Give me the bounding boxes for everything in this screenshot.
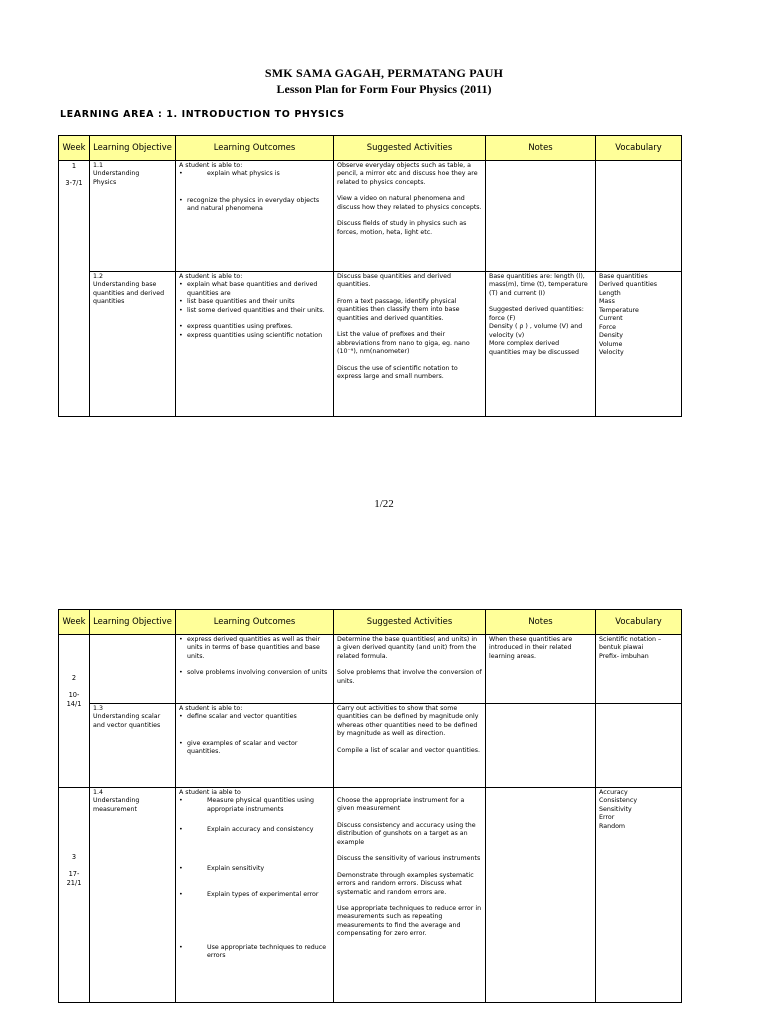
activity-item: View a video on natural phenomena and discuss how they related to physics concepts. [337,195,482,211]
vocab-term: Current [599,315,623,323]
table-row [59,788,682,1003]
activity-item: List the value of prefixes and their abbreviations from nano to giga, eg. nano (10⁻⁹), nm(nanometer) [337,331,470,356]
outcomes-cell [176,635,334,704]
vocab-term: Temperature [599,306,639,314]
activity-item: Choose the appropriate instrument for a given measurement [337,797,465,813]
outcome-item: • give examples of scalar and vector quantities. [179,740,330,757]
vocab-term: Velocity [599,348,624,356]
vocab-term: Consistency [599,797,638,805]
vocab-term: Sensitivity [599,805,632,813]
col-learning-outcomes: Learning Outcomes [176,610,334,635]
col-notes: Notes [486,136,596,161]
outcome-item: • express quantities using prefixes. [179,323,330,331]
vocab-term: Mass [599,298,615,306]
activity-item: Solve problems that involve the conversion of units. [337,669,482,685]
notes-cell [486,788,596,1003]
note-item: Density ( ρ ) , volume (V) and velocity (v) [489,323,583,339]
activity-item: From a text passage, identify physical quantities then classify them into base quantities and derived quantities. [337,297,460,322]
week-dates: 10- 14/1 [66,691,82,708]
document-subtitle: Lesson Plan for Form Four Physics (2011) [276,82,492,96]
activity-item: Discuss the sensitivity of various instruments [337,855,481,863]
outcomes-intro: A student is able to: [179,273,243,280]
vocabulary-cell [596,704,682,788]
note-item: Suggested derived quantities: force (F) [489,306,584,322]
activity-item: Compile a list of scalar and vector quantities. [337,746,480,754]
outcome-item: • express quantities using scientific notation [179,332,330,340]
vocabulary-cell [596,788,682,1003]
week-cell [59,635,90,788]
outcome-item: • recognize the physics in everyday objects and natural phenomena [179,197,330,214]
week-dates: 3-7/1 [65,178,83,187]
outcome-item: • express derived quantities as well as their units in terms of base quantities and base units. [179,636,330,661]
objective-line: Physics [93,178,117,186]
week-number: 1 [71,162,77,170]
school-name: SMK SAMA GAGAH, PERMATANG PAUH [264,66,504,80]
week-number: 3 [71,853,77,862]
activities-cell [334,272,486,417]
outcomes-intro: A student is able to: [179,705,243,712]
activity-item: Discuss base quantities and derived quantities. [337,273,451,289]
learning-area-heading: LEARNING AREA : 1. INTRODUCTION TO PHYSICS [60,109,345,120]
outcomes-intro: A student ia able to [179,789,241,796]
vocab-term: Scientific notation – bentuk piawai [599,636,662,652]
objective-line: 1.4 [93,789,104,796]
vocabulary-cell [596,272,682,417]
col-learning-outcomes: Learning Outcomes [176,136,334,161]
activities-cell [334,161,486,272]
col-vocabulary: Vocabulary [596,610,682,635]
outcomes-intro: A student is able to: [179,162,243,169]
vocab-term: Random [599,822,626,830]
activity-item: Carry out activities to show that some quantities can be defined by magnitude only whereas other quantities need to be defined by magnitude as well as direction. [337,705,479,738]
objective-line: Understanding base quantities and derived quantities [93,281,165,306]
lesson-plan-table-2 [58,609,682,1003]
note-item: When these quantities are introduced in their related learning areas. [489,636,573,660]
objective-cell [90,704,176,788]
table-row [59,161,682,272]
notes-cell [486,704,596,788]
vocab-term: Derived quantities [599,281,658,289]
objective-cell [90,272,176,417]
week-dates: 17- 21/1 [66,870,82,887]
vocab-term: Accuracy [599,789,628,796]
col-learning-objective: Learning Objective [90,610,176,635]
outcome-item: • list some derived quantities and their units. [179,307,330,315]
objective-line: Understanding measurement [93,797,140,813]
notes-cell [486,635,596,704]
note-item: More complex derived quantities may be discussed [489,340,579,356]
activity-item: Discus the use of scientific notation to express large and small numbers. [337,364,458,380]
outcomes-cell [176,272,334,417]
objective-line: 1.2 [93,273,104,280]
activities-cell [334,704,486,788]
outcome-item: • Explain accuracy and consistency [179,826,330,834]
col-suggested-activities: Suggested Activities [334,136,486,161]
outcome-item: • list base quantities and their units [179,298,330,306]
week-cell [59,788,90,1003]
vocab-term: Base quantities [599,273,648,280]
outcome-item: • Use appropriate techniques to reduce errors [179,944,330,961]
activity-item: Discuss fields of study in physics such as forces, motion, heta, light etc. [337,220,467,236]
table-row [59,635,682,704]
outcome-item: • Measure physical quantities using appropriate instruments [179,797,330,814]
vocab-term: Volume [599,340,623,348]
vocab-term: Length [599,289,621,297]
outcomes-cell [176,704,334,788]
vocab-term: Density [599,332,623,340]
col-week: Week [59,610,90,635]
objective-cell [90,635,176,704]
outcomes-cell [176,161,334,272]
objective-cell [90,161,176,272]
outcome-item: • Explain types of experimental error [179,891,330,899]
activity-item: Determine the base quantities( and units) in a given derived quantity (and unit) from the related formula. [337,636,478,660]
objective-cell [90,788,176,1003]
activities-cell [334,635,486,704]
col-suggested-activities: Suggested Activities [334,610,486,635]
vocabulary-cell [596,635,682,704]
outcome-item: • solve problems involving conversion of units [179,669,330,677]
activity-item: Observe everyday objects such as table, a pencil, a mirror etc and discuss hoe they are related to physics concepts. [337,162,478,186]
objective-line: 1.3 [93,705,104,712]
col-learning-objective: Learning Objective [90,136,176,161]
page-number: 1/22 [374,498,394,510]
outcome-item: • Explain sensitivity [179,865,330,873]
notes-cell [486,272,596,417]
vocab-term: Error [599,814,615,822]
activity-item: Demonstrate through examples systematic errors and random errors. Discuss what systematic and random errors are. [337,871,474,896]
vocab-term: Prefix- imbuhan [599,652,649,660]
header-row [59,610,682,635]
notes-cell [486,161,596,272]
objective-line: Understanding [93,170,140,178]
outcome-item: • define scalar and vector quantities [179,713,330,721]
lesson-plan-table-1 [58,135,682,417]
activities-cell [334,788,486,1003]
week-number: 2 [71,674,77,683]
activity-item: Discuss consistency and accuracy using the distribution of gunshots on a target as an example [337,821,476,846]
header-row [59,136,682,161]
objective-line: Understanding scalar and vector quantities [93,713,161,729]
week-cell [59,161,90,417]
col-week: Week [59,136,90,161]
outcome-item: • explain what base quantities and derived quantities are [179,281,330,298]
vocabulary-cell [596,161,682,272]
table-row [59,272,682,417]
activity-item: Use appropriate techniques to reduce error in measurements such as repeating measurements to find the average and compensating for zero error. [337,904,482,938]
col-notes: Notes [486,610,596,635]
col-vocabulary: Vocabulary [596,136,682,161]
objective-line: 1.1 [93,162,104,169]
outcomes-cell [176,788,334,1003]
note-item: Base quantities are: length (l), mass(m), time (t), temperature (T) and current (I) [489,273,588,297]
table-row [59,704,682,788]
vocab-term: Force [599,323,617,331]
outcome-item: • explain what physics is [179,170,330,178]
